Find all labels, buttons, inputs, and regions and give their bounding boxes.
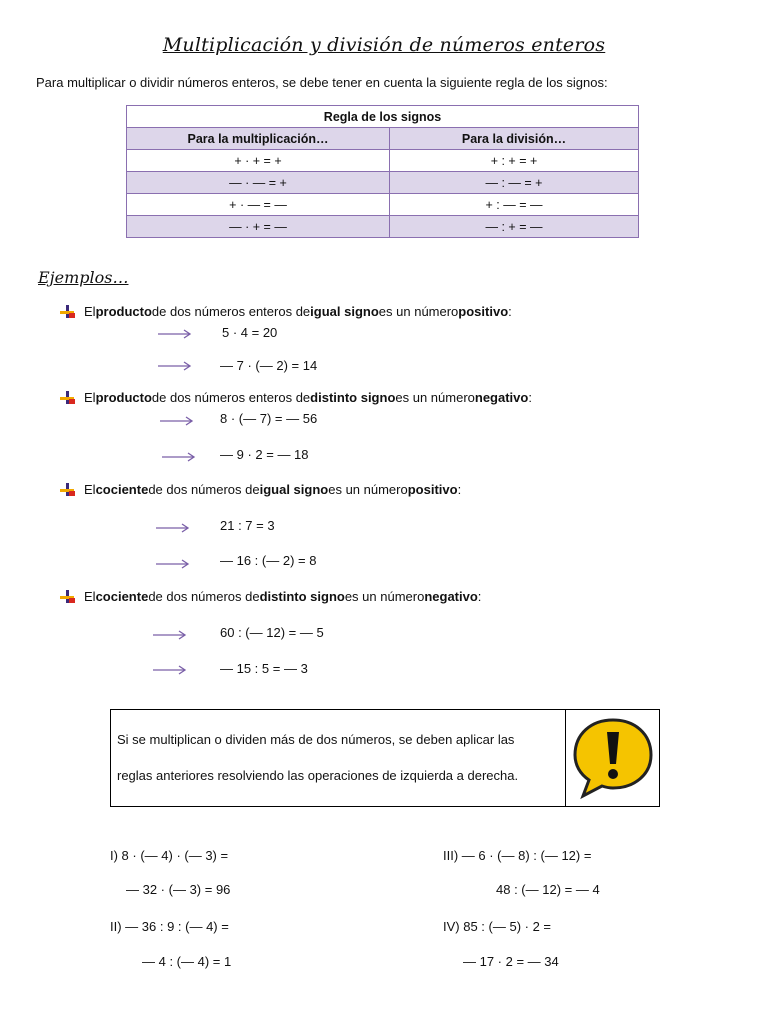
- bullet-icon: [60, 590, 76, 604]
- rule-text: :: [457, 482, 462, 497]
- example-equation: 60 : (— 12) = — 5: [220, 625, 324, 640]
- exercise-3-step: 48 : (— 12) = — 4: [496, 882, 600, 897]
- example-equation: — 15 : 5 = — 3: [220, 661, 308, 676]
- note-text: [111, 710, 566, 806]
- table-cell: — : — = +: [390, 172, 639, 194]
- rule-text: :: [528, 390, 532, 405]
- rule-keyword: igual signo: [259, 482, 329, 497]
- arrow-right-icon: [160, 416, 194, 426]
- rule-quotient-different-sign: [60, 589, 481, 604]
- exercise-4-step: — 17 · 2 = — 34: [463, 954, 559, 969]
- note-line: reglas anteriores resolviendo las operaciones de izquierda a derecha.: [117, 768, 519, 783]
- example-equation: — 9 · 2 = — 18: [220, 447, 309, 462]
- table-caption: Regla de los signos: [127, 106, 639, 128]
- sign-rules-table: [126, 105, 639, 238]
- note-box: [110, 709, 660, 807]
- rule-text: :: [477, 589, 482, 604]
- rule-text: es un número: [328, 482, 408, 497]
- arrow-right-icon: [158, 361, 192, 371]
- exercise-2-step: — 4 : (— 4) = 1: [142, 954, 232, 969]
- rule-text: :: [508, 304, 512, 319]
- rule-keyword: positivo: [458, 304, 509, 319]
- arrow-right-icon: [156, 523, 190, 533]
- bullet-icon: [60, 483, 76, 497]
- exercise-3: III) — 6 · (— 8) : (— 12) =: [443, 848, 592, 863]
- rule-text: El: [84, 390, 96, 405]
- intro-text: Para multiplicar o dividir números enteros, se debe tener en cuenta la siguiente regla de los signos:: [36, 75, 608, 90]
- exercise-2: II) — 36 : 9 : (— 4) =: [110, 919, 229, 934]
- exercise-4: IV) 85 : (— 5) · 2 =: [443, 919, 552, 934]
- example-equation: — 7 · (— 2) = 14: [220, 358, 318, 373]
- rule-keyword: negativo: [474, 390, 529, 405]
- rule-text: de dos números de: [148, 589, 260, 604]
- table-cell: — · + = —: [127, 216, 390, 238]
- header-multiplication: Para la multiplicación…: [127, 128, 390, 150]
- rule-text: es un número: [378, 304, 459, 319]
- example-equation: 8 · (— 7) = — 56: [220, 411, 318, 426]
- example-equation: 5 · 4 = 20: [222, 325, 278, 340]
- table-row: [127, 194, 639, 216]
- example-equation: 21 : 7 = 3: [220, 518, 275, 533]
- examples-heading: Ejemplos…: [38, 268, 129, 287]
- bullet-icon: [60, 391, 76, 405]
- rule-keyword: distinto signo: [259, 589, 345, 604]
- exercise-1-step: — 32 · (— 3) = 96: [126, 882, 231, 897]
- header-division: Para la división…: [390, 128, 639, 150]
- table-row: [127, 172, 639, 194]
- table-cell: + · — = —: [127, 194, 390, 216]
- bullet-icon: [60, 305, 76, 319]
- table-row: [127, 216, 639, 238]
- rule-text: de dos números enteros de: [151, 304, 311, 319]
- rule-product-different-sign: [60, 390, 532, 405]
- rule-keyword: distinto signo: [310, 390, 396, 405]
- exercise-1: I) 8 · (— 4) · (— 3) =: [110, 848, 229, 863]
- rule-text: es un número: [395, 390, 475, 405]
- rule-text: El: [84, 482, 96, 497]
- rule-keyword: igual signo: [310, 304, 379, 319]
- rule-keyword: cociente: [95, 589, 149, 604]
- rule-product-same-sign: [60, 304, 512, 319]
- exclamation-speech-bubble-icon: [566, 710, 659, 806]
- rule-quotient-same-sign: [60, 482, 461, 497]
- table-cell: + : — = —: [390, 194, 639, 216]
- arrow-right-icon: [156, 559, 190, 569]
- rule-keyword: positivo: [407, 482, 458, 497]
- rule-text: El: [84, 589, 96, 604]
- example-equation: — 16 : (— 2) = 8: [220, 553, 317, 568]
- table-cell: — · — = +: [127, 172, 390, 194]
- arrow-right-icon: [153, 665, 187, 675]
- table-row: [127, 150, 639, 172]
- note-line: Si se multiplican o dividen más de dos números, se deben aplicar las: [117, 732, 515, 747]
- rule-keyword: producto: [95, 304, 152, 319]
- arrow-right-icon: [153, 630, 187, 640]
- rule-text: El: [84, 304, 96, 319]
- rule-keyword: producto: [95, 390, 152, 405]
- rule-text: de dos números de: [148, 482, 260, 497]
- rule-keyword: cociente: [95, 482, 149, 497]
- table-cell: — : + = —: [390, 216, 639, 238]
- arrow-right-icon: [162, 452, 196, 462]
- table-cell: + · + = +: [127, 150, 390, 172]
- rule-text: de dos números enteros de: [151, 390, 311, 405]
- rule-keyword: negativo: [424, 589, 478, 604]
- arrow-right-icon: [158, 329, 192, 339]
- page-title: Multiplicación y división de números enteros: [162, 34, 606, 56]
- table-cell: + : + = +: [390, 150, 639, 172]
- rule-text: es un número: [344, 589, 425, 604]
